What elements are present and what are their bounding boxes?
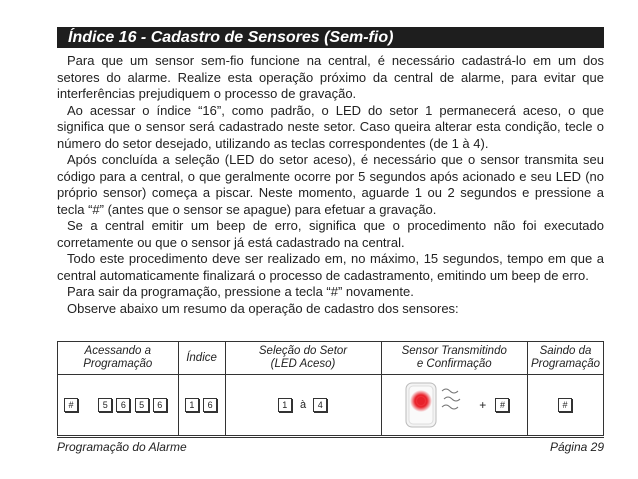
cell-sector-keys: [225, 375, 381, 436]
key-code-3: 5: [135, 398, 149, 412]
header-access: Acessando a Programação: [58, 342, 179, 375]
paragraph-summary-intro: Observe abaixo um resumo da operação de cadastro dos sensores:: [67, 300, 459, 316]
key-index-1: 1: [185, 398, 199, 412]
key-exit-hash: #: [558, 398, 572, 412]
key-code-1: 5: [98, 398, 112, 412]
key-sector-from: 1: [278, 398, 292, 412]
footer-section-label: Programação do Alarme: [57, 440, 187, 454]
paragraph-index-access: Ao acessar o índice “16”, como padrão, o LED do setor 1 permanecerá aceso, o que significa que o sensor será cadastrado neste setor. Caso queira alterar esta condição, tecle o número do setor desejado, utilizando as teclas correspondentes (de 1 à 4).: [57, 102, 604, 151]
body-text: [57, 53, 604, 317]
sector-range-word: à: [299, 399, 307, 411]
footer-page-number: Página 29: [549, 440, 604, 454]
paragraph-timeout: Todo este procedimento deve ser realizado em, no máximo, 15 segundos, tempo em que a central automaticamente finalizará o processo de cadastramento, emitindo um beep de erro.: [57, 251, 604, 283]
wireless-sensor-icon: [398, 377, 470, 433]
section-header: [57, 27, 604, 48]
paragraph-error-beep: Se a central emitir um beep de erro, significa que o procedimento não foi executado corretamente ou que o sensor já está cadastrado na central.: [57, 218, 604, 250]
paragraph-intro: Para que um sensor sem-fio funcione na central, é necessário cadastrá-lo em um dos setores do alarme. Realize esta operação próximo da central de alarme, para evitar que interferências prejudiquem o processo de gravação.: [57, 53, 604, 101]
paragraph-exit: Para sair da programação, pressione a tecla “#” novamente.: [67, 284, 414, 299]
header-sector: Seleção do Setor (LED Aceso): [225, 342, 381, 375]
header-index: Índice: [178, 342, 225, 375]
cell-sensor: [381, 375, 527, 436]
key-code-2: 6: [116, 398, 130, 412]
footer-divider: [57, 437, 604, 438]
key-code-4: 6: [153, 398, 167, 412]
cell-index-keys: [178, 375, 225, 436]
cell-access-keys: [58, 375, 179, 436]
table-row: [58, 375, 604, 436]
cell-exit-key: [527, 375, 603, 436]
paragraph-sensor-transmit: Após concluída a seleção (LED do setor aceso), é necessário que o sensor transmita seu código para a central, o que geralmente ocorre por 5 segundos após acionado e seu LED (no próprio sensor) começa a piscar. Neste momento, aguarde 1 ou 2 segundos e pressione a tecla “#” (antes que o sensor se apague) para efetuar a gravação.: [57, 152, 604, 217]
section-title: Índice 16 - Cadastro de Sensores (Sem-fio): [68, 29, 394, 46]
header-sensor: Sensor Transmitindo e Confirmação: [381, 342, 527, 375]
table-header-row: [58, 342, 604, 375]
key-confirm-hash: #: [495, 398, 509, 412]
summary-table: [57, 341, 604, 436]
plus-sign: +: [479, 398, 487, 412]
key-index-2: 6: [203, 398, 217, 412]
header-exit: Saindo da Programação: [527, 342, 603, 375]
key-hash: #: [64, 398, 78, 412]
key-sector-to: 4: [313, 398, 327, 412]
